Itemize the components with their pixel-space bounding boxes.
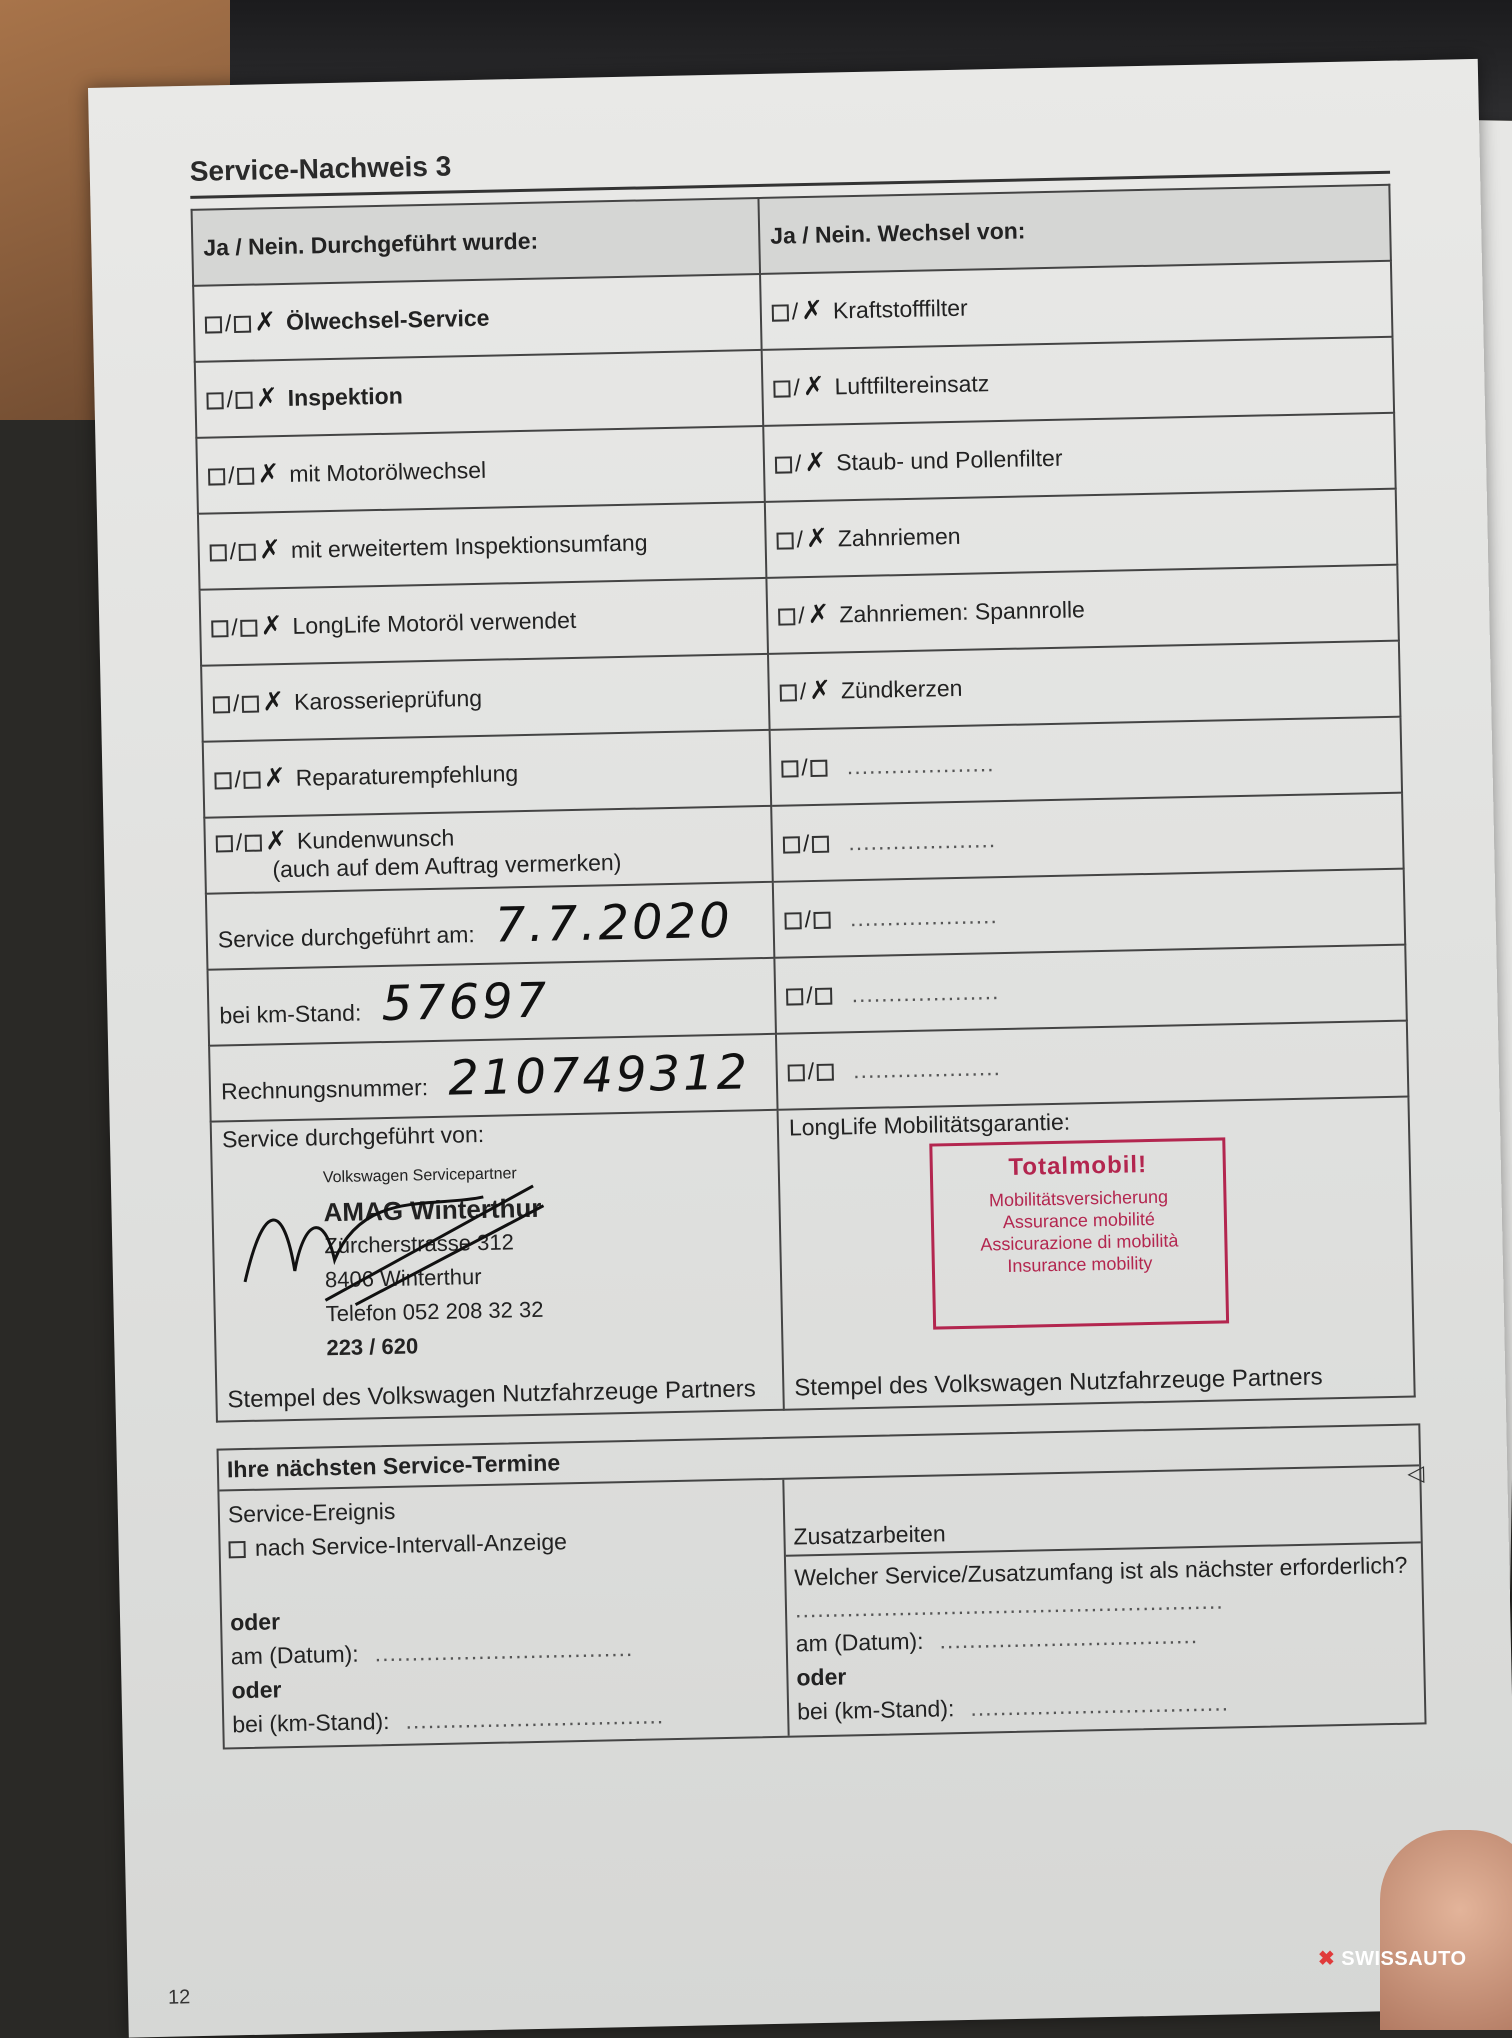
km-cell (207, 958, 775, 1046)
change-item-label: Kraftstofffilter (832, 294, 968, 324)
dealer-code: 223 / 620 (326, 1333, 419, 1361)
date-field-2[interactable]: am (Datum): ................................... (795, 1622, 1199, 1657)
check-no-icon: ✗ (805, 523, 829, 555)
service-rows (193, 261, 1403, 894)
thumb-image (1380, 1830, 1512, 2030)
or-label: oder (796, 1663, 847, 1691)
change-item-label: Zahnriemen (837, 522, 961, 552)
dealer-company: AMAG Winterthur (323, 1192, 542, 1228)
mobility-stamp-footer: Stempel des Volkswagen Nutzfahrzeuge Partners (794, 1363, 1323, 1402)
swissauto-logo-icon: ✖ (1318, 1948, 1336, 1970)
checkbox-no[interactable] (815, 988, 832, 1005)
check-yes-icon: ✗ (260, 611, 283, 642)
performed-item-label: Reparaturempfehlung (295, 760, 519, 791)
checkbox-yes[interactable] (778, 609, 795, 626)
blank-change-row: / .................... (774, 945, 1406, 1034)
next-service-right (784, 1466, 1424, 1735)
performed-item: / ✗ LongLife Motoröl verwendet (200, 578, 768, 666)
checkbox-yes[interactable] (205, 317, 222, 334)
check-no-icon: ✗ (800, 295, 824, 327)
km-field-2[interactable]: bei (km-Stand): ................................... (796, 1689, 1230, 1725)
performed-item: / ✗ mit erweitertem Inspektionsumfang (198, 502, 766, 590)
watermark: ✖ SWISSAUTO (1318, 1948, 1467, 1970)
checkbox-yes[interactable] (208, 469, 225, 486)
performed-item-label: Ölwechsel-Service (285, 304, 490, 335)
checkbox-yes[interactable] (784, 912, 801, 929)
blank-change-row: / .................... (770, 717, 1402, 806)
performed-item-label: mit Motorölwechsel (289, 456, 487, 487)
checkbox-yes[interactable] (786, 988, 803, 1005)
page-number: 12 (167, 1986, 191, 2009)
check-yes-icon: ✗ (258, 535, 282, 566)
checkbox-no[interactable] (814, 912, 831, 929)
stamp-line: Insurance mobility (1007, 1252, 1153, 1277)
checkbox-no[interactable] (817, 1064, 834, 1081)
header-right: Ja / Nein. Wechsel von: (758, 185, 1390, 274)
change-item: /✗ Zahnriemen: Spannrolle (766, 565, 1398, 654)
checkbox-yes[interactable] (214, 773, 231, 790)
change-item: /✗ Zündkerzen (768, 641, 1400, 730)
service-date-label: Service durchgeführt am: (217, 921, 476, 953)
dealer-phone: Telefon 052 208 32 32 (325, 1296, 544, 1327)
change-item-label: Luftfiltereinsatz (834, 370, 990, 400)
checkbox-yes[interactable] (776, 533, 793, 550)
blank-change-row: / .................... (776, 1021, 1408, 1110)
checkbox-no[interactable] (237, 468, 254, 485)
change-item: /✗ Staub- und Pollenfilter (763, 413, 1395, 502)
or-label: oder (231, 1676, 282, 1704)
checkbox-yes[interactable] (211, 621, 228, 638)
mobility-label: LongLife Mobilitätsgarantie: (788, 1108, 1071, 1141)
performed-item-label: LongLife Motoröl verwendet (292, 606, 577, 639)
check-no-icon: ✗ (261, 687, 285, 718)
dotted-line: .................... (846, 749, 995, 779)
invoice-value: 210749312 (447, 1044, 751, 1107)
change-item-label: Zündkerzen (840, 674, 963, 704)
invoice-cell (209, 1034, 777, 1122)
service-table (191, 184, 1416, 1423)
date-field[interactable]: am (Datum): ................................... (230, 1634, 634, 1670)
dealer-street: Zürcherstrasse 312 (324, 1229, 515, 1259)
change-item-label: Staub- und Pollenfilter (835, 444, 1063, 476)
check-yes-icon: ✗ (257, 459, 280, 490)
performed-item-label: Kundenwunsch (296, 823, 455, 854)
performed-by-cell (211, 1110, 784, 1422)
check-no-icon: ✗ (263, 763, 286, 794)
change-item: /✗ Zahnriemen (765, 489, 1397, 578)
extra-work-field[interactable]: .......................................................... (794, 1587, 1224, 1623)
page-title: Service-Nachweis 3 (189, 150, 452, 187)
stamp-header: Volkswagen Servicepartner (322, 1165, 517, 1187)
checkbox-no[interactable] (236, 392, 253, 409)
check-no-icon: ✗ (254, 307, 277, 338)
invoice-label: Rechnungsnummer: (220, 1074, 429, 1105)
checkbox-no[interactable] (239, 544, 256, 561)
service-date-cell (206, 882, 774, 970)
change-item: /✗ Kraftstofffilter (760, 261, 1392, 350)
stamp-row (211, 1097, 1415, 1422)
mobility-cell (778, 1097, 1415, 1410)
performed-item: / ✗ Inspektion (195, 350, 763, 438)
km-label: bei km-Stand: (219, 999, 362, 1029)
change-item-label: Zahnriemen: Spannrolle (839, 596, 1086, 628)
page-turn-arrow-icon: ◁ (1407, 1460, 1425, 1486)
checkbox-yes[interactable] (773, 381, 790, 398)
performed-item-label: Inspektion (287, 382, 403, 411)
extra-work-title: Zusatzarbeiten (785, 1506, 1421, 1556)
checkbox-no[interactable] (245, 834, 262, 851)
checkbox-no[interactable] (234, 316, 251, 333)
performed-item: / ✗ mit Motorölwechsel (196, 426, 764, 514)
header-left: Ja / Nein. Durchgeführt wurde: (192, 198, 760, 286)
checkbox-yes[interactable] (216, 835, 233, 852)
performed-item: / ✗ Kundenwunsch (auch auf dem Auftrag vermerken) (204, 806, 772, 894)
stamp-line: Assicurazione di mobilità (980, 1230, 1179, 1255)
document-page (88, 59, 1512, 2038)
dotted-line: .................... (851, 977, 1000, 1007)
performed-item: / ✗ Karosserieprüfung (201, 654, 769, 742)
service-date-value: 7.7.2020 (494, 892, 734, 954)
check-no-icon: ✗ (802, 371, 825, 403)
page-content (189, 131, 1425, 1750)
checkbox-yes[interactable] (772, 305, 789, 322)
totalmobil-stamp (929, 1137, 1229, 1329)
dealer-city: 8406 Winterthur (324, 1264, 482, 1293)
check-no-icon: ✗ (807, 599, 830, 631)
dotted-line: .................... (852, 1053, 1002, 1083)
performed-item-label: Karosserieprüfung (293, 684, 483, 715)
dotted-line: .................... (848, 825, 997, 855)
km-field[interactable]: bei (km-Stand): ................................... (232, 1702, 665, 1738)
next-service-box (217, 1423, 1427, 1749)
interval-label: nach Service-Intervall-Anzeige (254, 1528, 568, 1561)
checkbox-yes[interactable] (783, 836, 800, 853)
check-no-icon: ✗ (264, 825, 288, 856)
interval-checkbox[interactable] (228, 1541, 245, 1558)
next-service-columns (219, 1466, 1424, 1747)
checkbox-yes[interactable] (780, 685, 797, 702)
checkbox-yes[interactable] (788, 1064, 805, 1081)
performed-item: / ✗ Ölwechsel-Service (193, 274, 761, 362)
next-service-title: Ihre nächsten Service-Termine (219, 1425, 1420, 1491)
checkbox-no[interactable] (812, 836, 829, 853)
blank-change-row: / .................... (771, 793, 1403, 882)
stamp-line: Mobilitätsversicherung (988, 1186, 1169, 1211)
performed-item-label: mit erweitertem Inspektionsumfang (290, 529, 648, 563)
stamp-brand: Totalmobil! (1008, 1151, 1148, 1181)
checkbox-yes[interactable] (210, 545, 227, 562)
change-item: /✗ Luftfiltereinsatz (762, 337, 1394, 426)
check-yes-icon: ✗ (255, 383, 279, 414)
checkbox-no[interactable] (244, 772, 261, 789)
checkbox-yes[interactable] (213, 697, 230, 714)
dotted-line: .................... (849, 901, 998, 931)
or-label: oder (229, 1608, 281, 1636)
km-value: 57697 (380, 972, 550, 1033)
blank-change-row: / .................... (773, 869, 1405, 958)
dealer-stamp-footer: Stempel des Volkswagen Nutzfahrzeuge Partners (227, 1375, 756, 1414)
performed-by-label: Service durchgeführt von: (221, 1120, 485, 1153)
next-service-left (219, 1480, 789, 1748)
performed-item-note: (auch auf dem Auftrag vermerken) (272, 848, 622, 882)
checkbox-no[interactable] (811, 760, 828, 777)
performed-item: / ✗ Reparaturempfehlung (203, 730, 771, 818)
check-no-icon: ✗ (804, 447, 827, 479)
checkbox-yes[interactable] (775, 457, 792, 474)
checkbox-no[interactable] (242, 696, 259, 713)
service-event-label: Service-Ereignis (227, 1497, 396, 1528)
stamp-line: Assurance mobilité (1002, 1208, 1156, 1233)
checkbox-no[interactable] (241, 620, 258, 637)
extra-work-question: Welcher Service/Zusatzumfang ist als nächster erforderlich? (794, 1551, 1408, 1591)
checkbox-yes[interactable] (781, 760, 798, 777)
check-no-icon: ✗ (808, 675, 832, 707)
checkbox-yes[interactable] (206, 393, 223, 410)
signature-icon (233, 1176, 556, 1313)
